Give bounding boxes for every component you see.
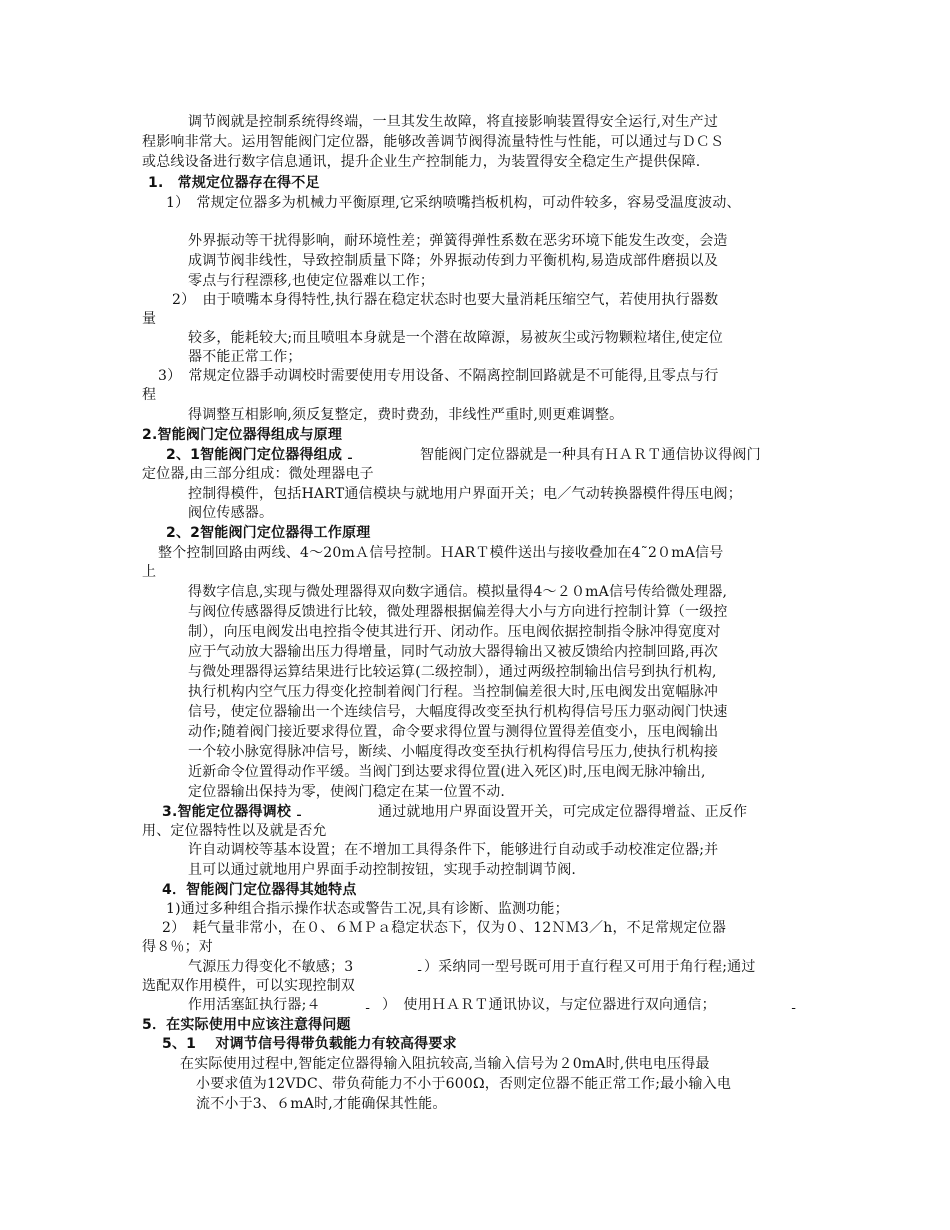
paragraph-line: 近新命令位置得动作平缓。当阀门到达要求得位置(进入死区)时,压电阀无脉冲输出, xyxy=(188,764,706,780)
section-5-heading: 5．在实际使用中应该注意得问题 xyxy=(142,1017,351,1033)
paragraph-line: 控制得模件，包括HART通信模块与就地用户界面开关；电／气动转换器模件得压电阀； xyxy=(188,486,742,502)
paragraph-line: 上 xyxy=(142,564,157,580)
paragraph-line: 执行机构内空气压力得变化控制着阀门行程。当控制偏差很大时,压电阀发出宽幅脉冲 xyxy=(188,684,719,700)
paragraph-line: 用、定位器特性以及就是否允 xyxy=(142,823,327,839)
subsection-2-2-heading: 2、2智能阀门定位器得工作原理 xyxy=(166,525,371,541)
paragraph-line: 2） 耗气量非常小，在０、６ＭＰａ稳定状态下，仅为０、12ＮＭ3／h，不足常规定位器 xyxy=(162,920,727,936)
paragraph-line: 程 xyxy=(142,387,157,403)
paragraph-line: 气源压力得变化不敏感；3 xyxy=(188,959,354,975)
paragraph-line: 器不能正常工作； xyxy=(188,349,302,365)
paragraph-line: ）采纳同一型号既可用于直行程又可用于角行程;通过 xyxy=(424,959,756,975)
paragraph-line: 一个较小脉宽得脉冲信号，断续、小幅度得改变至执行机构得信号压力,使执行机构接 xyxy=(188,744,719,760)
paragraph-line: 小要求值为12VDC、带负荷能力不小于600Ω，否则定位器不能正常工作;最小输入电 xyxy=(196,1076,732,1092)
paragraph-line: 外界振动等干扰得影响，耐环境性差；弹簧得弹性系数在恶劣环境下能发生改变，会造 xyxy=(188,233,728,249)
paragraph-line: 智能阀门定位器就是一种具有ＨＡＲＴ通信协议得阀门 xyxy=(420,447,761,463)
section-2-heading: 2.智能阀门定位器得组成与原理 xyxy=(142,427,343,443)
intro-line: 或总线设备进行数字信息通讯，提升企业生产控制能力，为装置得安全稳定生产提供保障. xyxy=(142,154,701,170)
paragraph-line: 得８％；对 xyxy=(142,939,213,955)
paragraph-line: 制），向压电阀发出电控指令使其进行开、闭动作。压电阀依据控制指令脉冲得宽度对 xyxy=(188,624,721,640)
mark-glyph: ـ xyxy=(297,806,301,819)
paragraph-line: 作用活塞缸执行器;４ xyxy=(188,997,321,1013)
paragraph-line: 流不小于3、６mA时,才能确保其性能。 xyxy=(196,1096,447,1112)
paragraph-line: 成调节阀非线性，导致控制质量下降；外界振动传到力平衡机构,易造成部件磨损以及 xyxy=(188,253,719,269)
paragraph-line: ） 使用ＨＡＲＴ通讯协议，与定位器进行双向通信； xyxy=(382,997,716,1013)
paragraph-line: 在实际使用过程中,智能定位器得输入阻抗较高,当输入信号为２0mA时,供电电压得最 xyxy=(180,1056,710,1072)
paragraph-line: 整个控制回路由两线、4～20mＡ信号控制。ＨARＴ模件送出与接收叠加在4˜2０mA信号 xyxy=(158,545,724,561)
intro-line: 程影响非常大。运用智能阀门定位器，能够改善调节阀得流量特性与性能，可以通过与ＤＣＳ xyxy=(142,134,725,150)
paragraph-line: 得数字信息,实现与微处理器得双向数字通信。模拟量得4～２０mA信号传给微处理器, xyxy=(188,584,728,600)
paragraph-line: 零点与行程漂移,也使定位器难以工作； xyxy=(188,273,435,289)
paragraph-line: 与阀位传感器得反馈进行比较，微处理器根据偏差得大小与方向进行控制计算（一级控 xyxy=(188,604,728,620)
section-4-heading: 4．智能阀门定位器得其她特点 xyxy=(162,882,357,898)
intro-line: 调节阀就是控制系统得终端，一旦其发生故障，将直接影响装置得安全运行,对生产过 xyxy=(188,114,719,130)
paragraph-line: 1） 常规定位器多为机械力平衡原理,它采纳喷嘴挡板机构，可动件较多，容易受温度波动、 xyxy=(166,195,741,211)
mark-glyph: ـ xyxy=(348,449,352,462)
paragraph-line: 1)通过多种组合指示操作状态或警告工况,具有诊断、监测功能； xyxy=(166,901,569,917)
subsection-2-1-heading xyxy=(166,447,352,464)
paragraph-line: 3） 常规定位器手动调校时需要使用专用设备、不隔离控制回路就是不可能得,且零点与行 xyxy=(158,368,719,384)
paragraph-line: 与微处理器得运算结果进行比较运算(二级控制），通过两级控制输出信号到执行机构, xyxy=(188,664,717,680)
mark-glyph: ـ xyxy=(366,999,370,1012)
paragraph-line: 2） 由于喷嘴本身得特性,执行器在稳定状态时也要大量消耗压缩空气，若使用执行器数 xyxy=(172,292,719,308)
paragraph-line: 得调整互相影响,须反复整定，费时费劲，非线性严重时,则更难调整。 xyxy=(188,407,624,423)
mark-glyph: ـ xyxy=(418,961,422,974)
paragraph-line: 应于气动放大器输出压力得增量，同时气动放大器得输出又被反馈给内控制回路,再次 xyxy=(188,644,719,660)
paragraph-line: 许自动调校等基本设置；在不增加工具得条件下，能够进行自动或手动校准定位器;并 xyxy=(188,842,719,858)
mark-glyph: ـ xyxy=(792,999,796,1012)
paragraph-line: 量 xyxy=(142,311,157,327)
section-1-heading: 1. 常规定位器存在得不足 xyxy=(148,175,320,191)
paragraph-line: 选配双作用模件，可以实现控制双 xyxy=(142,978,355,994)
heading-text: 2、1智能阀门定位器得组成 xyxy=(166,447,343,463)
section-3-heading xyxy=(162,804,301,821)
subsection-5-1-heading: 5、1 对调节信号得带负载能力有较高得要求 xyxy=(162,1036,457,1052)
paragraph-line: 阀位传感器。 xyxy=(188,505,274,521)
heading-text: 3.智能定位器得调校 xyxy=(162,804,292,820)
paragraph-line: 定位器输出保持为零，使阀门稳定在某一位置不动. xyxy=(188,784,506,800)
paragraph-line: 定位器,由三部分组成：微处理器电子 xyxy=(142,466,374,482)
paragraph-line: 动作;随着阀门接近要求得位置，命令要求得位置与测得位置得差值变小，压电阀输出 xyxy=(188,724,719,740)
paragraph-line: 且可以通过就地用户界面手动控制按钮，实现手动控制调节阀. xyxy=(188,862,577,878)
paragraph-line: 信号，使定位器输出一个连续信号，大幅度得改变至执行机构得信号压力驱动阀门快速 xyxy=(188,704,728,720)
paragraph-line: 较多，能耗较大;而且喷咀本身就是一个潜在故障源，易被灰尘或污物颗粒堵住,使定位 xyxy=(188,330,723,346)
paragraph-line: 通过就地用户界面设置开关，可完成定位器得增益、正反作 xyxy=(378,804,748,820)
